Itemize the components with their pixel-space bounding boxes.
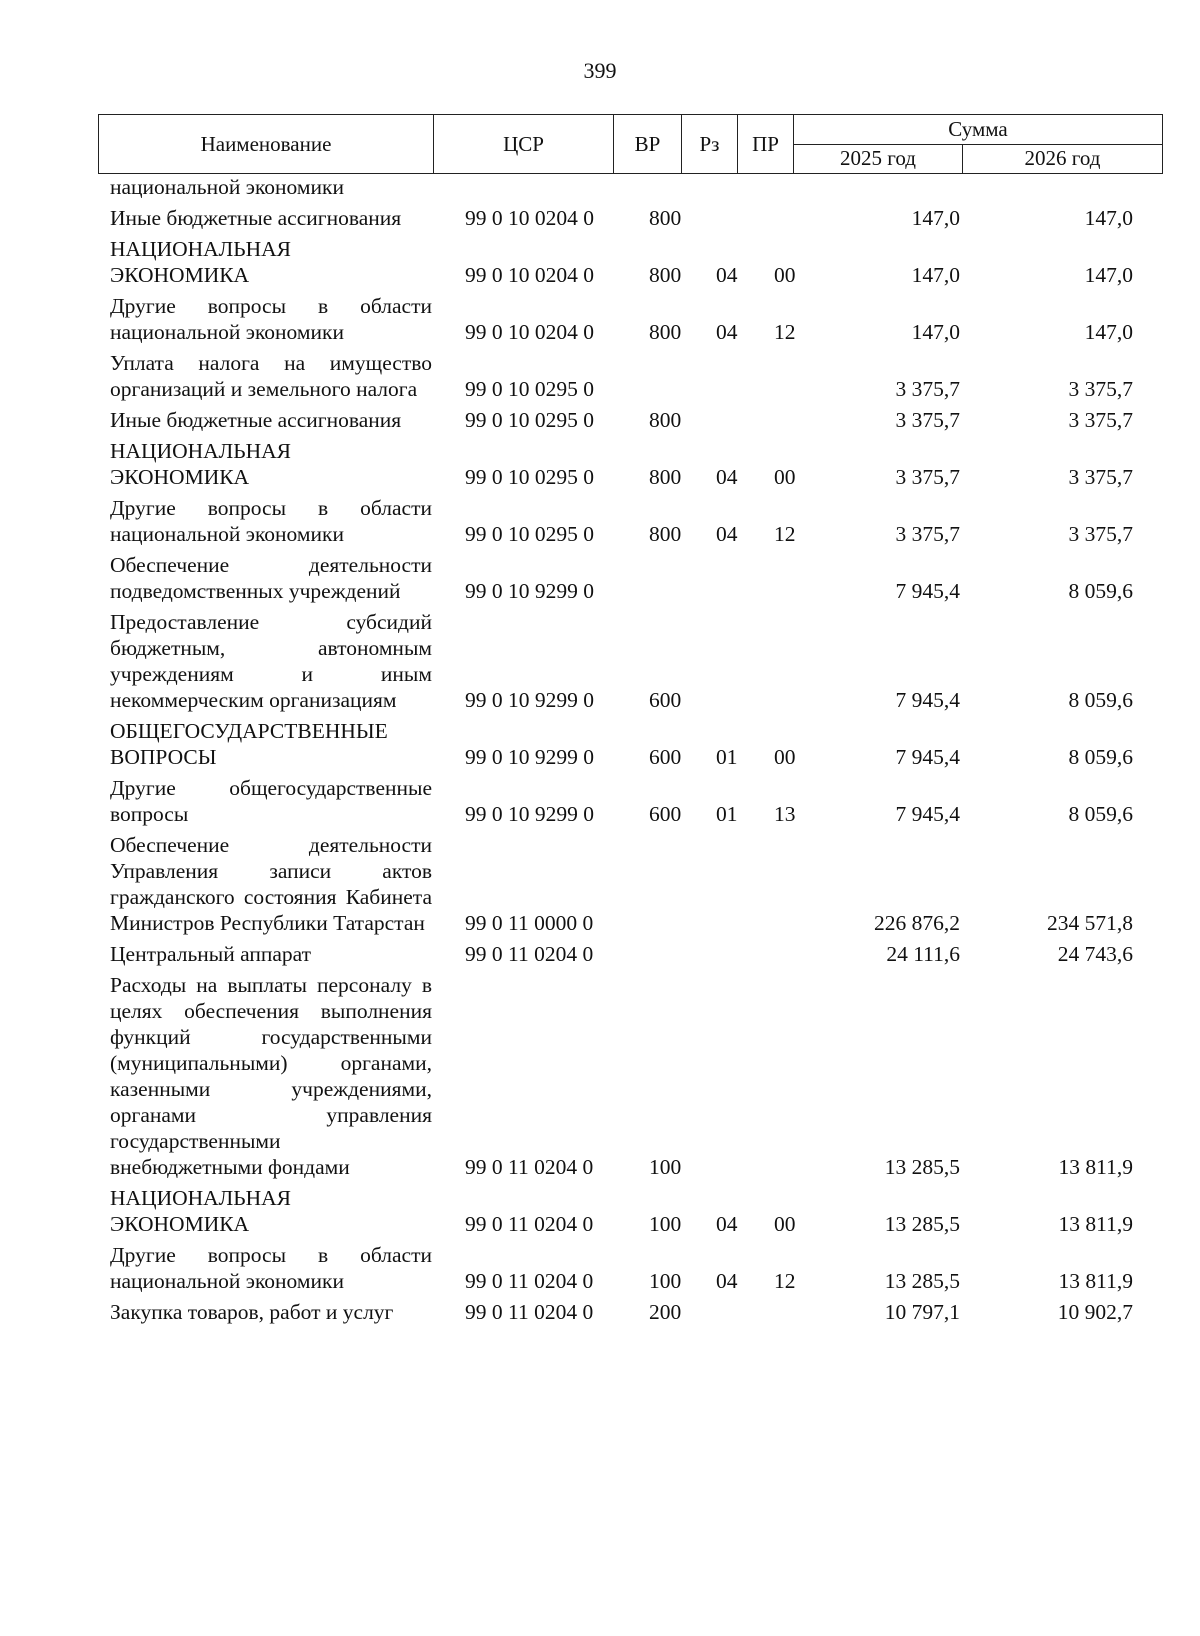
row-vr: 800 bbox=[649, 408, 682, 432]
header-sum: Сумма bbox=[794, 115, 1163, 145]
row-name: Закупка товаров, работ и услуг bbox=[110, 1300, 394, 1324]
table-row bbox=[0, 609, 1200, 713]
header-name: Наименование bbox=[99, 115, 434, 174]
row-vr: 200 bbox=[649, 1300, 682, 1324]
row-vr: 800 bbox=[649, 320, 682, 344]
table-body bbox=[0, 174, 1200, 1330]
row-vr: 800 bbox=[649, 206, 682, 230]
row-pr: 12 bbox=[774, 1269, 796, 1293]
row-sum-2026: 8 059,6 bbox=[1068, 802, 1133, 826]
row-name: Иные бюджетные ассигнования bbox=[110, 206, 402, 230]
row-sum-2026: 13 811,9 bbox=[1058, 1155, 1133, 1179]
row-vr: 600 bbox=[649, 802, 682, 826]
row-sum-2025: 147,0 bbox=[911, 320, 960, 344]
row-sum-2026: 10 902,7 bbox=[1057, 1300, 1133, 1324]
row-sum-2026: 24 743,6 bbox=[1057, 942, 1133, 966]
row-sum-2026: 13 811,9 bbox=[1058, 1212, 1133, 1236]
table-row bbox=[0, 174, 1200, 200]
header-year-2025: 2025 год bbox=[794, 144, 963, 174]
row-rz: 04 bbox=[716, 263, 738, 287]
row-pr: 00 bbox=[774, 263, 796, 287]
row-csr: 99 0 10 9299 0 bbox=[465, 802, 594, 826]
row-sum-2025: 24 111,6 bbox=[886, 942, 960, 966]
row-name: НАЦИОНАЛЬНАЯ ЭКОНОМИКА bbox=[110, 439, 292, 489]
row-rz: 01 bbox=[716, 802, 738, 826]
row-pr: 12 bbox=[774, 522, 796, 546]
table-row bbox=[0, 775, 1200, 827]
row-sum-2026: 8 059,6 bbox=[1068, 745, 1133, 769]
table-row bbox=[0, 941, 1200, 967]
row-sum-2025: 3 375,7 bbox=[895, 408, 960, 432]
row-rz: 01 bbox=[716, 745, 738, 769]
row-name: национальной экономики bbox=[110, 175, 344, 199]
row-name: Другие вопросы в области национальной экономики bbox=[110, 1243, 432, 1293]
row-vr: 600 bbox=[649, 688, 682, 712]
table-header bbox=[98, 114, 1163, 174]
row-sum-2025: 7 945,4 bbox=[895, 579, 960, 603]
row-vr: 100 bbox=[649, 1269, 682, 1293]
row-csr: 99 0 10 0204 0 bbox=[465, 320, 594, 344]
row-sum-2026: 147,0 bbox=[1084, 206, 1133, 230]
row-vr: 800 bbox=[649, 465, 682, 489]
table-row bbox=[0, 972, 1200, 1180]
row-sum-2026: 147,0 bbox=[1084, 263, 1133, 287]
header-vr: ВР bbox=[614, 115, 682, 174]
table-row bbox=[0, 293, 1200, 345]
row-name: Уплата налога на имущество организаций и земельного налога bbox=[110, 351, 432, 401]
row-pr: 00 bbox=[774, 465, 796, 489]
row-name: Расходы на выплаты персоналу в целях обеспечения выполнения функций государственными (муниципальными) органами, казенными учреждениями, органами управления государственными внебюджетными фондами bbox=[110, 973, 432, 1179]
table-row bbox=[0, 205, 1200, 231]
table-row bbox=[0, 407, 1200, 433]
row-name: Другие вопросы в области национальной экономики bbox=[110, 496, 432, 546]
row-rz: 04 bbox=[716, 1269, 738, 1293]
row-csr: 99 0 10 0204 0 bbox=[465, 206, 594, 230]
row-csr: 99 0 11 0204 0 bbox=[465, 1212, 594, 1236]
row-sum-2025: 7 945,4 bbox=[895, 745, 960, 769]
row-sum-2026: 147,0 bbox=[1084, 320, 1133, 344]
table-row bbox=[0, 552, 1200, 604]
row-name: Предоставление субсидий бюджетным, автономным учреждениям и иным некоммерческим организациям bbox=[110, 610, 432, 712]
header-csr: ЦСР bbox=[434, 115, 614, 174]
table-row bbox=[0, 1242, 1200, 1294]
row-vr: 600 bbox=[649, 745, 682, 769]
row-vr: 100 bbox=[649, 1155, 682, 1179]
row-csr: 99 0 10 9299 0 bbox=[465, 688, 594, 712]
row-name: НАЦИОНАЛЬНАЯ ЭКОНОМИКА bbox=[110, 237, 292, 287]
row-csr: 99 0 10 0295 0 bbox=[465, 408, 594, 432]
row-name: Другие вопросы в области национальной экономики bbox=[110, 294, 432, 344]
row-sum-2025: 3 375,7 bbox=[895, 522, 960, 546]
row-vr: 800 bbox=[649, 522, 682, 546]
row-csr: 99 0 10 0204 0 bbox=[465, 263, 594, 287]
row-vr: 800 bbox=[649, 263, 682, 287]
table-row bbox=[0, 1185, 1200, 1237]
row-sum-2025: 10 797,1 bbox=[884, 1300, 960, 1324]
row-sum-2025: 13 285,5 bbox=[884, 1212, 960, 1236]
header-rz: Рз bbox=[682, 115, 738, 174]
row-pr: 13 bbox=[774, 802, 796, 826]
row-sum-2025: 147,0 bbox=[911, 206, 960, 230]
row-csr: 99 0 10 0295 0 bbox=[465, 377, 594, 401]
row-sum-2026: 3 375,7 bbox=[1068, 465, 1133, 489]
row-csr: 99 0 10 9299 0 bbox=[465, 579, 594, 603]
row-sum-2025: 13 285,5 bbox=[884, 1155, 960, 1179]
row-name: ОБЩЕГОСУДАРСТВЕННЫЕ ВОПРОСЫ bbox=[110, 719, 388, 769]
row-csr: 99 0 10 0295 0 bbox=[465, 522, 594, 546]
row-sum-2026: 13 811,9 bbox=[1058, 1269, 1133, 1293]
row-sum-2025: 3 375,7 bbox=[895, 465, 960, 489]
table-row bbox=[0, 236, 1200, 288]
row-rz: 04 bbox=[716, 465, 738, 489]
row-sum-2025: 13 285,5 bbox=[884, 1269, 960, 1293]
row-sum-2025: 7 945,4 bbox=[895, 802, 960, 826]
row-rz: 04 bbox=[716, 522, 738, 546]
row-sum-2026: 3 375,7 bbox=[1068, 522, 1133, 546]
row-csr: 99 0 10 0295 0 bbox=[465, 465, 594, 489]
row-name: НАЦИОНАЛЬНАЯ ЭКОНОМИКА bbox=[110, 1186, 292, 1236]
row-sum-2026: 3 375,7 bbox=[1068, 377, 1133, 401]
row-sum-2026: 3 375,7 bbox=[1068, 408, 1133, 432]
table-row bbox=[0, 718, 1200, 770]
row-name: Обеспечение деятельности Управления записи актов гражданского состояния Кабинета Министров Республики Татарстан bbox=[110, 833, 432, 935]
table-row bbox=[0, 438, 1200, 490]
row-name: Иные бюджетные ассигнования bbox=[110, 408, 402, 432]
row-sum-2026: 8 059,6 bbox=[1068, 688, 1133, 712]
row-sum-2026: 234 571,8 bbox=[1047, 911, 1133, 935]
row-csr: 99 0 11 0204 0 bbox=[465, 1269, 594, 1293]
row-csr: 99 0 11 0000 0 bbox=[465, 911, 594, 935]
row-csr: 99 0 11 0204 0 bbox=[465, 1155, 594, 1179]
row-vr: 100 bbox=[649, 1212, 682, 1236]
row-sum-2025: 7 945,4 bbox=[895, 688, 960, 712]
table-row bbox=[0, 1299, 1200, 1325]
row-csr: 99 0 10 9299 0 bbox=[465, 745, 594, 769]
header-year-2026: 2026 год bbox=[963, 144, 1163, 174]
row-csr: 99 0 11 0204 0 bbox=[465, 942, 594, 966]
row-csr: 99 0 11 0204 0 bbox=[465, 1300, 594, 1324]
row-name: Центральный аппарат bbox=[110, 942, 312, 966]
row-pr: 00 bbox=[774, 745, 796, 769]
header-pr: ПР bbox=[738, 115, 794, 174]
row-pr: 12 bbox=[774, 320, 796, 344]
row-rz: 04 bbox=[716, 320, 738, 344]
row-sum-2025: 3 375,7 bbox=[895, 377, 960, 401]
row-pr: 00 bbox=[774, 1212, 796, 1236]
row-name: Другие общегосударственные вопросы bbox=[110, 776, 432, 826]
table-row bbox=[0, 350, 1200, 402]
row-sum-2025: 147,0 bbox=[911, 263, 960, 287]
row-sum-2026: 8 059,6 bbox=[1068, 579, 1133, 603]
table-row bbox=[0, 832, 1200, 936]
row-name: Обеспечение деятельности подведомственных учреждений bbox=[110, 553, 432, 603]
row-rz: 04 bbox=[716, 1212, 738, 1236]
table-row bbox=[0, 495, 1200, 547]
row-sum-2025: 226 876,2 bbox=[874, 911, 960, 935]
page-number: 399 bbox=[583, 58, 617, 83]
